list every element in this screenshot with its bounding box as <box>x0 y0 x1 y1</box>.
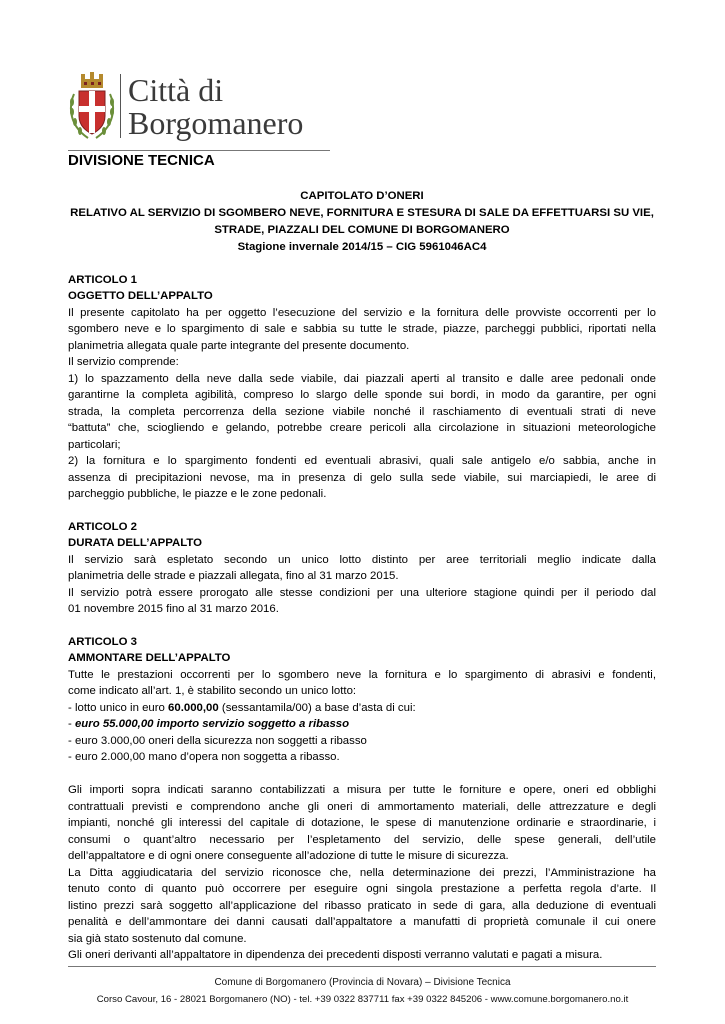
footer-line1: Comune di Borgomanero (Provincia di Novara) – Divisione Tecnica <box>214 977 511 988</box>
art3-para2-line: tenuto conto di quanto può occorrere per eseguire ogni singola prestazione a perfetta regola d’arte. Il <box>68 883 656 895</box>
art1-line: Il servizio comprende: <box>68 356 179 368</box>
doc-title-line1: CAPITOLATO D’ONERI <box>300 190 424 202</box>
art1-line: assenza di precipitazioni nevose, ma in presenza di gelo sulla sede viabile, sui marciapiedi, le aree di <box>68 472 656 484</box>
art3-item-lotto <box>68 700 656 717</box>
art1-line: “battuta” che, sciogliendo e gelando, potrebbe creare pericoli alla circolazione in situazioni meteorologiche <box>68 422 656 434</box>
art1-line: 2) la fornitura e lo spargimento fondenti ed eventuali abrasivi, quali sale antigelo e/o sabbia, anche in <box>68 455 656 467</box>
art3-para2-line: La Ditta aggiudicataria del servizio riconosce che, nella determinazione dei prezzi, l’Amministrazione ha <box>68 867 656 879</box>
art3-intro-line: come indicato all’art. 1, è stabilito secondo un unico lotto: <box>68 685 357 697</box>
footer-line2: Corso Cavour, 16 - 28021 Borgomanero (NO) - tel. +39 0322 837711 fax +39 0322 845206 - www.comune.borgomanero.no.it <box>96 994 629 1005</box>
art1-line: 1) lo spazzamento della neve dalla sede viabile, dai piazzali aperti al transito e dalle aree pedonali onde <box>68 373 656 385</box>
doc-title-line3: STRADE, PIAZZALI DEL COMUNE DI BORGOMANERO <box>214 224 510 236</box>
art3-item-servizio <box>68 716 656 733</box>
item1-suffix: (sessantamila/00) a base d’asta di cui: <box>218 702 416 714</box>
art3-para2-line: penalità e dell’ammontare dei danni causati dall’appaltatore a manufatti di proprietà comunale il cui onere <box>68 916 656 928</box>
doc-title-line4: Stagione invernale 2014/15 – CIG 5961046AC4 <box>237 241 487 253</box>
art2-line: Il servizio potrà essere prorogato alle stesse condizioni per una ulteriore stagione quindi per il periodo dal <box>68 587 656 599</box>
art2-line: 01 novembre 2015 fino al 31 marzo 2016. <box>68 603 279 615</box>
city-name-line1: Città di <box>128 72 224 108</box>
art3-number: ARTICOLO 3 <box>68 636 137 648</box>
coat-of-arms-icon <box>68 70 116 142</box>
logo-divider <box>120 74 121 138</box>
footer-divider <box>68 966 656 967</box>
art1-line: garantirne la completa agibilità, compreso lo slargo delle sponde sui bordi, in modo da garantire, per ogni <box>68 389 656 401</box>
art3-intro-line: Tutte le prestazioni occorrenti per lo sgombero neve la fornitura e lo spargimento di abrasivi e fondenti, <box>68 669 656 681</box>
art3-item-sicurezza: - euro 3.000,00 oneri della sicurezza non soggetti a ribasso <box>68 735 367 747</box>
item1-prefix: - lotto unico in euro <box>68 702 169 714</box>
city-logo <box>68 70 333 144</box>
art1-heading: OGGETTO DELL’APPALTO <box>68 290 213 302</box>
art3-item-manodopera: - euro 2.000,00 mano d’opera non soggetta a ribasso. <box>68 751 340 763</box>
division-title: DIVISIONE TECNICA <box>68 152 215 169</box>
art2-heading: DURATA DELL’APPALTO <box>68 537 202 549</box>
art2-line: Il servizio sarà espletato secondo un unico lotto distinto per aree territoriali meglio indicate dalla <box>68 554 656 566</box>
art1-line: Il presente capitolato ha per oggetto l’esecuzione del servizio e la fornitura delle provviste occorrenti per lo <box>68 307 656 319</box>
art3-para1-line: contrattuali previsti e comprendono anche gli oneri di ammortamento materiali, delle attrezzature e degli <box>68 801 656 813</box>
item2-text: euro 55.000,00 importo servizio soggetto a ribasso <box>74 718 350 730</box>
item2-dash: - <box>68 718 75 730</box>
art1-line: particolari; <box>68 439 121 451</box>
art1-line: strada, la completa percorrenza della sezione viabile nonché il raschiamento di eventuali strati di neve <box>68 406 656 418</box>
art1-line: parcheggio pubbliche, le piazze e le zone pedonali. <box>68 488 327 500</box>
city-name-line2: Borgomanero <box>128 105 304 141</box>
art3-para1-line: consumi o quant’altro necessario per l’espletamento del servizio, delle spese generali, dell’utile <box>68 834 656 846</box>
art3-para3: Gli oneri derivanti all’appaltatore in dipendenza dei precedenti disposti verranno valutati e pagati a misura. <box>68 949 603 961</box>
art3-para2-line: listino prezzi sarà soggetto all’applicazione del ribasso praticato in sede di gara, alla deduzione di eventuali <box>68 900 656 912</box>
art3-para1-line: impianti, nonché gli interessi del capitale di dotazione, le spese di manutenzione ordinarie e straordinarie, i <box>68 817 656 829</box>
art1-line: sgombero neve e lo spargimento di sale e sabbia su tutte le strade, piazze, parcheggi pubblici, riportati nella <box>68 323 656 335</box>
art3-para1-line: Gli importi sopra indicati saranno contabilizzati a misura per tutte le forniture e opere, oneri ed obblighi <box>68 784 656 796</box>
art1-line: planimetria allegata quale parte integrante del presente documento. <box>68 340 410 352</box>
art2-line: planimetria delle strade e piazzali allegata, fino al 31 marzo 2015. <box>68 570 399 582</box>
art2-number: ARTICOLO 2 <box>68 521 137 533</box>
art3-para2-line: sia già stato sostenuto dal comune. <box>68 933 247 945</box>
art3-para1-line: dell’appaltatore e di ogni onere conseguente all’adozione di tutte le misure di sicurezza. <box>68 850 509 862</box>
item1-amount: 60.000,00 <box>168 702 219 714</box>
doc-title-line2: RELATIVO AL SERVIZIO DI SGOMBERO NEVE, FORNITURA E STESURA DI SALE DA EFFETTUARSI SU VIE, <box>70 207 654 219</box>
art1-number: ARTICOLO 1 <box>68 274 137 286</box>
art3-heading: AMMONTARE DELL’APPALTO <box>68 652 231 664</box>
